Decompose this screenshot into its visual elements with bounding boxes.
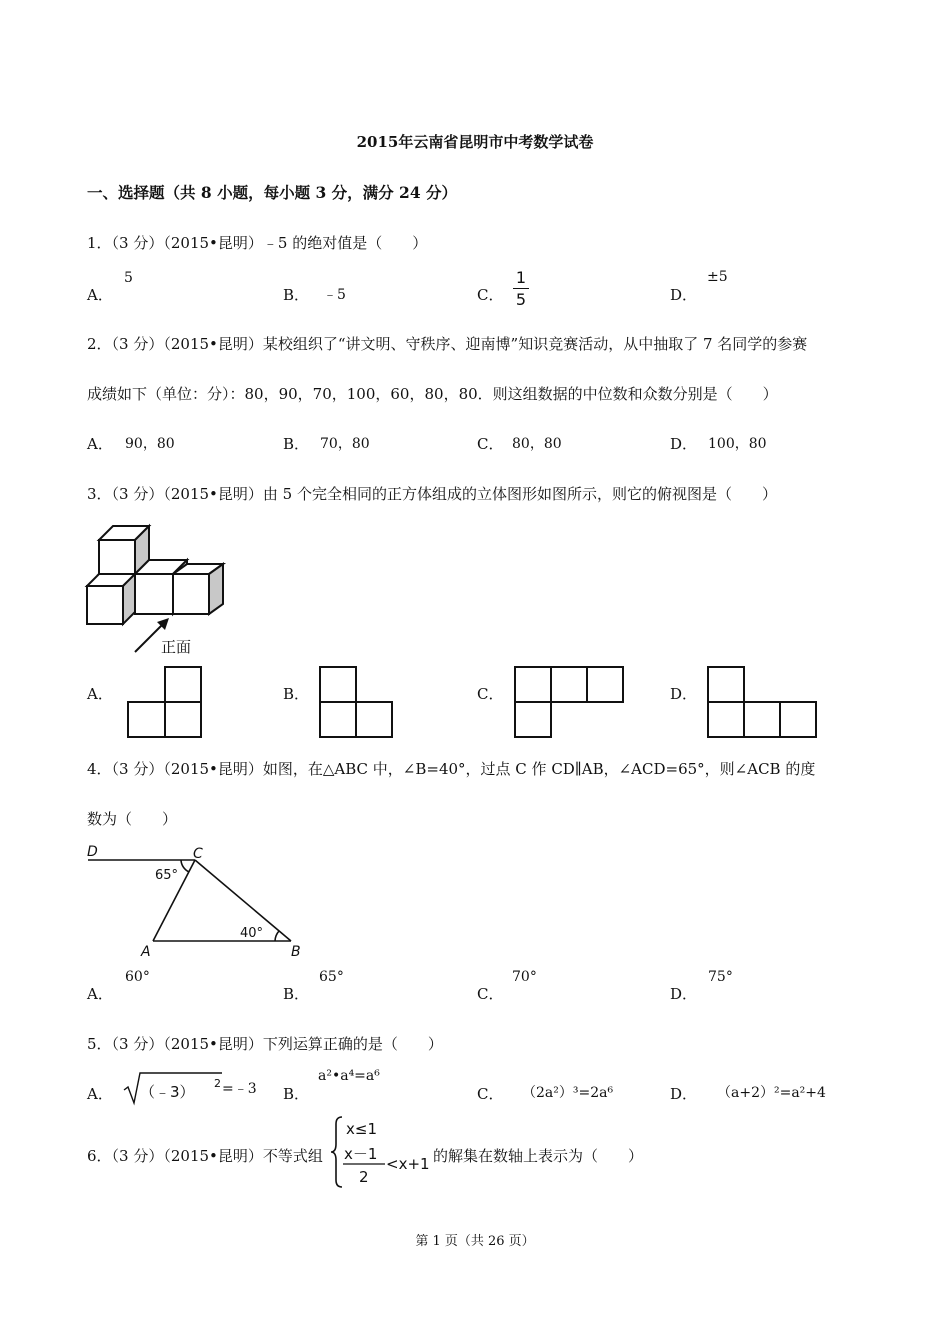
ineq2-rhs: <x+1 (386, 1155, 430, 1173)
q5-option-a-radicand: （﹣3） (140, 1083, 195, 1101)
brace (331, 1117, 342, 1187)
question-4-stem-line2: 数为（ ） (87, 810, 178, 828)
page-title: 2015年云南省昆明市中考数学试卷 (356, 133, 594, 151)
q5-option-a-letter: A． (87, 1085, 113, 1103)
q2-option-a-value: 90，80 (125, 436, 175, 452)
fraction-denominator: 5 (515, 290, 527, 309)
q5-option-a-rhs: =﹣3 (222, 1081, 257, 1097)
q1-option-b-value: ﹣5 (323, 287, 346, 303)
q3-solid-figure (85, 524, 230, 659)
q4-triangle-figure (85, 844, 310, 964)
q3-option-a-figure (127, 666, 203, 738)
angle-b-arc (275, 931, 279, 941)
page-footer: 第 1 页（共 26 页） (415, 1234, 535, 1249)
q2-option-d-letter: D． (670, 435, 698, 453)
question-4-stem-line1: 4．（3 分）（2015•昆明）如图，在△ABC 中，∠B=40°，过点 C 作 CD∥AB，∠ACD=65°，则∠ACB 的度 (87, 760, 816, 778)
q3-option-d-figure (707, 666, 818, 738)
q2-option-c-letter: C． (477, 435, 504, 453)
front-label: 正面 (161, 638, 192, 656)
q3-option-d-letter: D． (670, 685, 698, 703)
q2-option-c-value: 80，80 (512, 436, 562, 452)
q5-option-b-letter: B． (283, 1085, 310, 1103)
q4-option-a-letter: A． (87, 985, 113, 1003)
q4-option-b-letter: B． (283, 985, 310, 1003)
angle-b-label: 40° (240, 926, 264, 941)
q4-option-d-value: 75° (708, 969, 733, 985)
question-1-stem: 1．（3 分）（2015•昆明）﹣5 的绝对值是（ ） (87, 234, 428, 252)
angle-c-label: 65° (155, 868, 179, 883)
fraction-bar (513, 288, 529, 289)
q3-option-c-figure (514, 666, 625, 738)
q5-option-c-value: （2a²）³=2a⁶ (522, 1085, 614, 1101)
q5-option-b-value: a²•a⁴=a⁶ (318, 1068, 380, 1084)
point-c-label: C (193, 846, 203, 862)
question-6-stem-prefix: 6．（3 分）（2015•昆明）不等式组 (87, 1147, 323, 1165)
q1-option-d-letter: D． (670, 286, 698, 304)
ineq1: x≤1 (346, 1120, 377, 1138)
q2-option-b-value: 70，80 (320, 436, 370, 452)
ineq2-denominator: 2 (359, 1168, 369, 1186)
q4-option-b-value: 65° (319, 969, 344, 985)
angle-c-arc (181, 860, 189, 872)
q3-option-c-letter: C． (477, 685, 504, 703)
q1-option-a-value: 5 (124, 270, 133, 286)
q1-option-a-letter: A． (87, 286, 113, 304)
q5-option-a-radical (122, 1070, 222, 1106)
point-b-label: B (291, 944, 301, 960)
q5-option-d-value: （a+2）²=a²+4 (717, 1085, 826, 1101)
point-a-label: A (141, 944, 151, 960)
question-2-stem-line2: 成绩如下（单位：分）：80，90，70，100，60，80，80．则这组数据的中位数和众数分别是（ ） (87, 385, 778, 403)
question-2-stem-line1: 2．（3 分）（2015•昆明）某校组织了“讲文明、守秩序、迎南博”知识竞赛活动，从中抽取了 7 名同学的参赛 (87, 335, 808, 353)
q6-inequality-system (330, 1114, 432, 1190)
q2-option-d-value: 100，80 (708, 436, 767, 452)
question-5-stem: 5．（3 分）（2015•昆明）下列运算正确的是（ ） (87, 1035, 443, 1053)
q1-option-b-letter: B． (283, 286, 310, 304)
q3-option-a-letter: A． (87, 685, 113, 703)
q5-option-a-exponent: 2 (214, 1077, 221, 1090)
q5-option-d-letter: D． (670, 1085, 698, 1103)
ineq2-numerator: x－1 (344, 1145, 378, 1163)
q3-option-b-letter: B． (283, 685, 310, 703)
section-heading: 一、选择题（共 8 小题，每小题 3 分，满分 24 分） (87, 183, 458, 202)
point-d-label: D (87, 844, 98, 860)
fraction-numerator: 1 (515, 268, 527, 287)
q4-option-c-value: 70° (512, 969, 537, 985)
q1-option-c-fraction (513, 268, 529, 309)
question-6-stem-suffix: 的解集在数轴上表示为（ ） (433, 1147, 644, 1165)
q3-option-b-figure (319, 666, 394, 738)
q1-option-c-letter: C． (477, 286, 504, 304)
q4-option-a-value: 60° (125, 969, 150, 985)
question-3-stem: 3．（3 分）（2015•昆明）由 5 个完全相同的正方体组成的立体图形如图所示，则它的俯视图是（ ） (87, 485, 777, 503)
q2-option-b-letter: B． (283, 435, 310, 453)
q2-option-a-letter: A． (87, 435, 113, 453)
q4-option-d-letter: D． (670, 985, 698, 1003)
q4-option-c-letter: C． (477, 985, 504, 1003)
q5-option-c-letter: C． (477, 1085, 504, 1103)
q1-option-d-value: ±5 (707, 269, 728, 285)
